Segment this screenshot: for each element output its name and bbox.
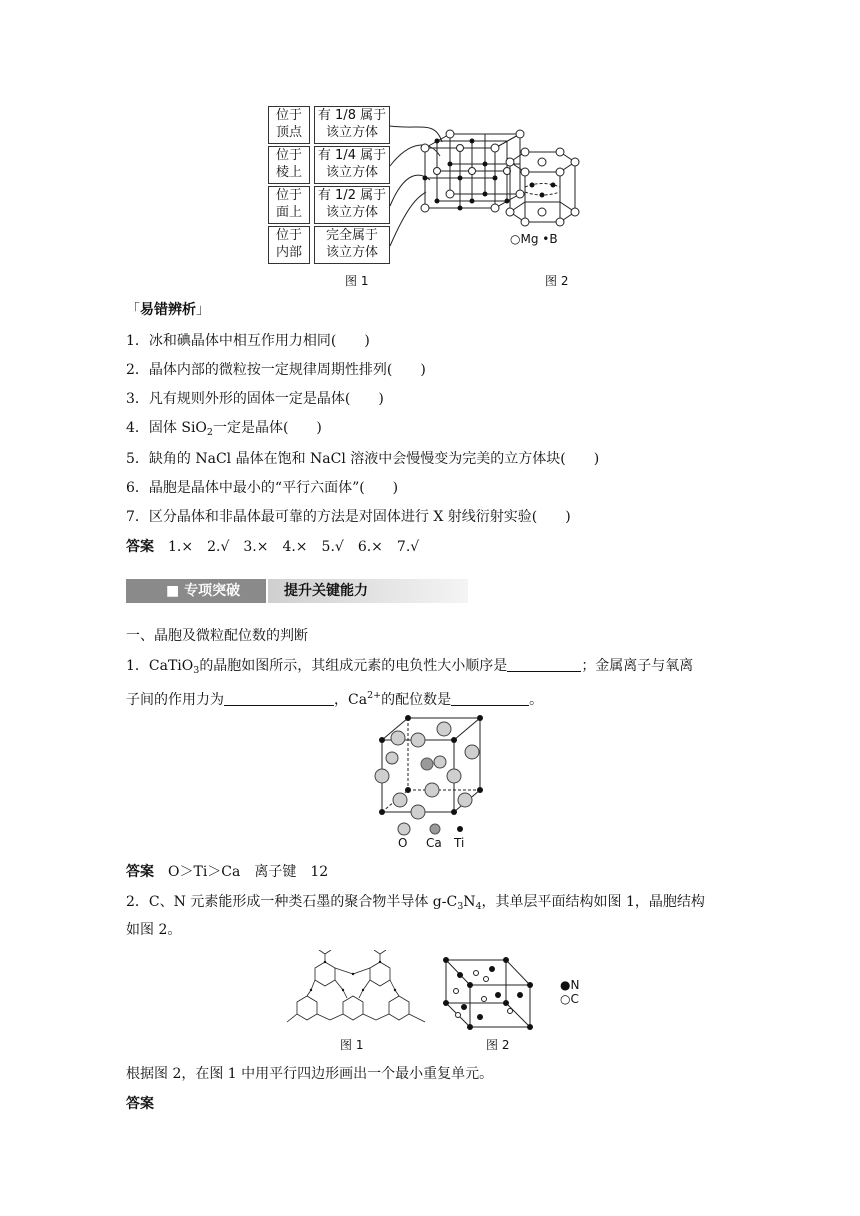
- n-c-legend: ●N ○C: [560, 978, 580, 1006]
- section-1-title: 一、晶胞及微粒配位数的判断: [126, 628, 308, 644]
- error-item-4: 4．固体 SiO$_2$一定是晶体( ): [126, 420, 322, 438]
- error-item-3: 3．凡有规则外形的固体一定是晶体( ): [126, 391, 384, 407]
- figure-2-caption: 图 2: [545, 274, 569, 288]
- error-item-1: 1．冰和碘晶体中相互作用力相同( ): [126, 333, 370, 349]
- error-item-7: 7．区分晶体和非晶体最可靠的方法是对固体进行 X 射线衍射实验( ): [126, 509, 571, 525]
- box-vertex-position: 位于 顶点: [268, 106, 310, 144]
- answer-blank[interactable]: [507, 657, 581, 672]
- banner-special-topic: ■ 专项突破: [126, 579, 266, 603]
- g-figure-1-caption: 图 1: [340, 1038, 364, 1052]
- question-2-task: 根据图 2，在图 1 中用平行四边形画出一个最小重复单元。: [126, 1066, 494, 1082]
- legend-ti-label: Ti: [454, 836, 465, 850]
- error-item-6: 6．晶胞是晶体中最小的“平行六面体”( ): [126, 480, 399, 496]
- mg-open-circle-icon: ○: [510, 232, 521, 246]
- question-2-line-1: 2．C、N 元素能形成一种类石墨的聚合物半导体 $g-C_3N_4$，其单层平面结构如图 1，晶胞结构: [126, 894, 705, 912]
- question-1-answer: 答案 O＞Ti＞Ca 离子键 12: [126, 864, 329, 880]
- b-filled-dot-icon: •: [542, 232, 550, 246]
- catio3-unit-cell-diagram: [370, 710, 490, 830]
- n-filled-dot-icon: ●: [560, 978, 571, 992]
- c-open-circle-icon: ○: [560, 992, 571, 1006]
- g-figure-2-caption: 图 2: [486, 1038, 510, 1052]
- figure-1-caption: 图 1: [345, 274, 369, 288]
- question-1-line-2: 子间的作用力为 ，$Ca^{2+}$的配位数是 。: [126, 690, 544, 708]
- errors-answer: 答案 1.× 2.√ 3.× 4.× 5.√ 6.× 7.√: [126, 539, 420, 555]
- error-item-2: 2．晶体内部的微粒按一定规律周期性排列( ): [126, 362, 426, 378]
- answer-blank[interactable]: [224, 691, 334, 706]
- answer-blank[interactable]: [451, 691, 529, 706]
- errors-section-title: 「易错辨析」: [126, 302, 210, 318]
- question-1-line-1: 1．CaTiO$_3$的晶胞如图所示，其组成元素的电负性大小顺序是 ；金属离子与氧离: [126, 658, 694, 676]
- mg-b-legend: ○Mg •B: [510, 232, 558, 246]
- box-edge-share: 有 1/4 属于 该立方体: [314, 146, 390, 184]
- question-2-line-2: 如图 2。: [126, 922, 182, 938]
- legend-ca-label: Ca: [426, 836, 442, 850]
- banner-key-ability: 提升关键能力: [268, 579, 468, 603]
- box-interior-share: 完全属于 该立方体: [314, 226, 390, 264]
- catio3-legend: [392, 820, 482, 860]
- gc3n4-unit-cell-diagram: [440, 955, 550, 1035]
- box-face-share: 有 1/2 属于 该立方体: [314, 186, 390, 224]
- box-face-position: 位于 面上: [268, 186, 310, 224]
- box-interior-position: 位于 内部: [268, 226, 310, 264]
- box-vertex-share: 有 1/8 属于 该立方体: [314, 106, 390, 144]
- legend-o-label: O: [398, 836, 408, 850]
- question-2-answer-label: 答案: [126, 1096, 154, 1112]
- gc3n4-planar-structure-diagram: [285, 950, 430, 1040]
- error-item-5: 5．缺角的 NaCl 晶体在饱和 NaCl 溶液中会慢慢变为完美的立方体块( ): [126, 451, 600, 467]
- box-edge-position: 位于 棱上: [268, 146, 310, 184]
- figure-1-cube-diagram: [380, 100, 620, 270]
